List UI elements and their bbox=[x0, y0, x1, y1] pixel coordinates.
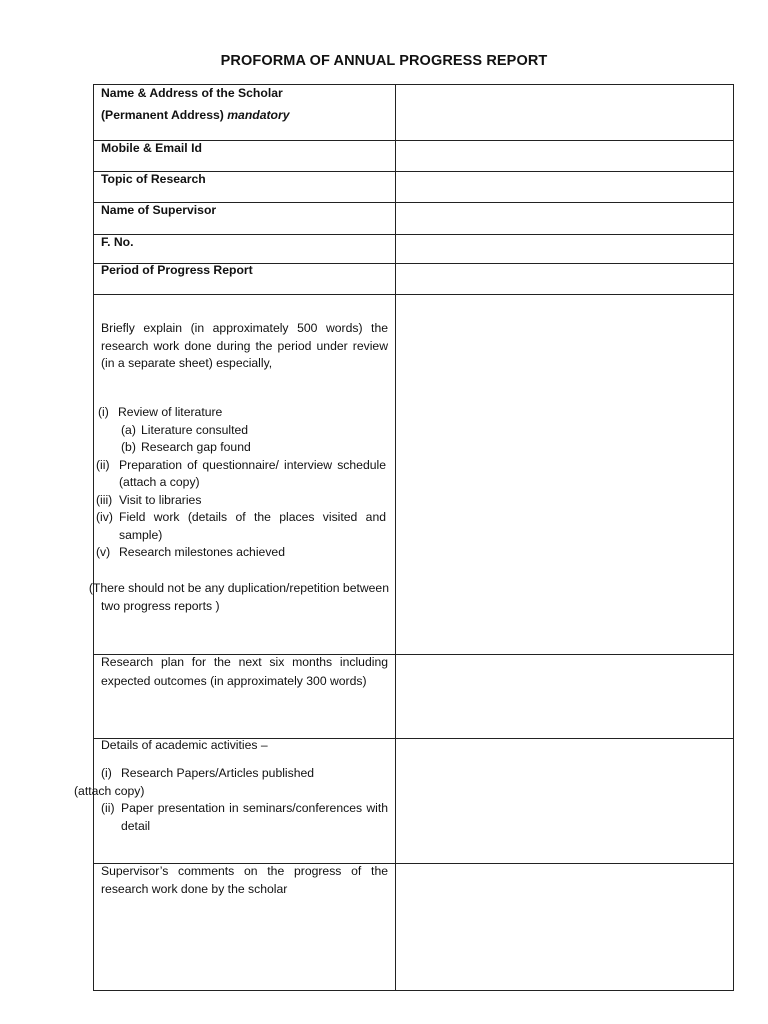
list-item: (iv) Field work (details of the places visited and sample) bbox=[96, 510, 386, 542]
label-topic: Topic of Research bbox=[101, 172, 206, 186]
list-item: (iii) Visit to libraries bbox=[96, 492, 202, 507]
label-fno: F. No. bbox=[101, 235, 134, 249]
value-name-address-cell[interactable] bbox=[396, 85, 733, 140]
list-item: (attach copy) bbox=[74, 783, 145, 798]
list-item: (i) Research Papers/Articles published bbox=[101, 766, 315, 780]
mandatory-text: mandatory bbox=[227, 107, 290, 122]
value-academic-cell[interactable] bbox=[396, 739, 733, 863]
value-research-plan-cell[interactable] bbox=[396, 655, 733, 738]
academic-items-list bbox=[74, 765, 388, 835]
value-fno-cell[interactable] bbox=[396, 235, 733, 263]
list-item: (a) Literature consulted bbox=[121, 422, 249, 437]
duplication-note-line1: (There should not be any duplication/repetition between bbox=[88, 581, 389, 595]
report-table bbox=[74, 84, 734, 991]
plan-text: Research plan for the next six months including expected outcomes (in approximately 300 words) bbox=[101, 655, 388, 688]
list-item: (i) Review of literature bbox=[98, 405, 223, 419]
label-mobile-email: Mobile & Email Id bbox=[101, 141, 202, 155]
value-supervisor-comments-cell[interactable] bbox=[396, 864, 733, 990]
value-mobile-email-cell[interactable] bbox=[396, 141, 733, 171]
permanent-address-line bbox=[101, 107, 388, 125]
list-item: (b) Research gap found bbox=[121, 440, 251, 454]
value-period-cell[interactable] bbox=[396, 264, 733, 294]
label-period: Period of Progress Report bbox=[101, 263, 253, 277]
value-supervisor-cell[interactable] bbox=[396, 203, 733, 234]
name-address-text: Name & Address of the Scholar bbox=[101, 86, 283, 100]
duplication-note-line2: two progress reports ) bbox=[101, 599, 220, 613]
academic-heading: Details of academic activities – bbox=[101, 738, 268, 752]
list-item: (ii) Preparation of questionnaire/ interview schedule (attach a copy) bbox=[96, 457, 386, 489]
permanent-address-text: (Permanent Address) bbox=[101, 107, 224, 122]
label-name-address bbox=[101, 85, 388, 124]
research-items-list bbox=[98, 404, 388, 562]
explain-text: Briefly explain (in approximately 500 words) the research work done during the period under review (in a separate sheet) especially, bbox=[101, 321, 388, 370]
page-title: PROFORMA OF ANNUAL PROGRESS REPORT bbox=[220, 53, 548, 69]
value-topic-cell[interactable] bbox=[396, 172, 733, 202]
supervisor-comments-text: Supervisor’s comments on the progress of the research work done by the scholar bbox=[101, 864, 388, 896]
list-item: (ii) Paper presentation in seminars/conferences with detail bbox=[101, 801, 388, 833]
value-research-work-cell[interactable] bbox=[396, 295, 733, 654]
list-item: (v) Research milestones achieved bbox=[96, 545, 285, 559]
label-supervisor: Name of Supervisor bbox=[101, 203, 217, 217]
